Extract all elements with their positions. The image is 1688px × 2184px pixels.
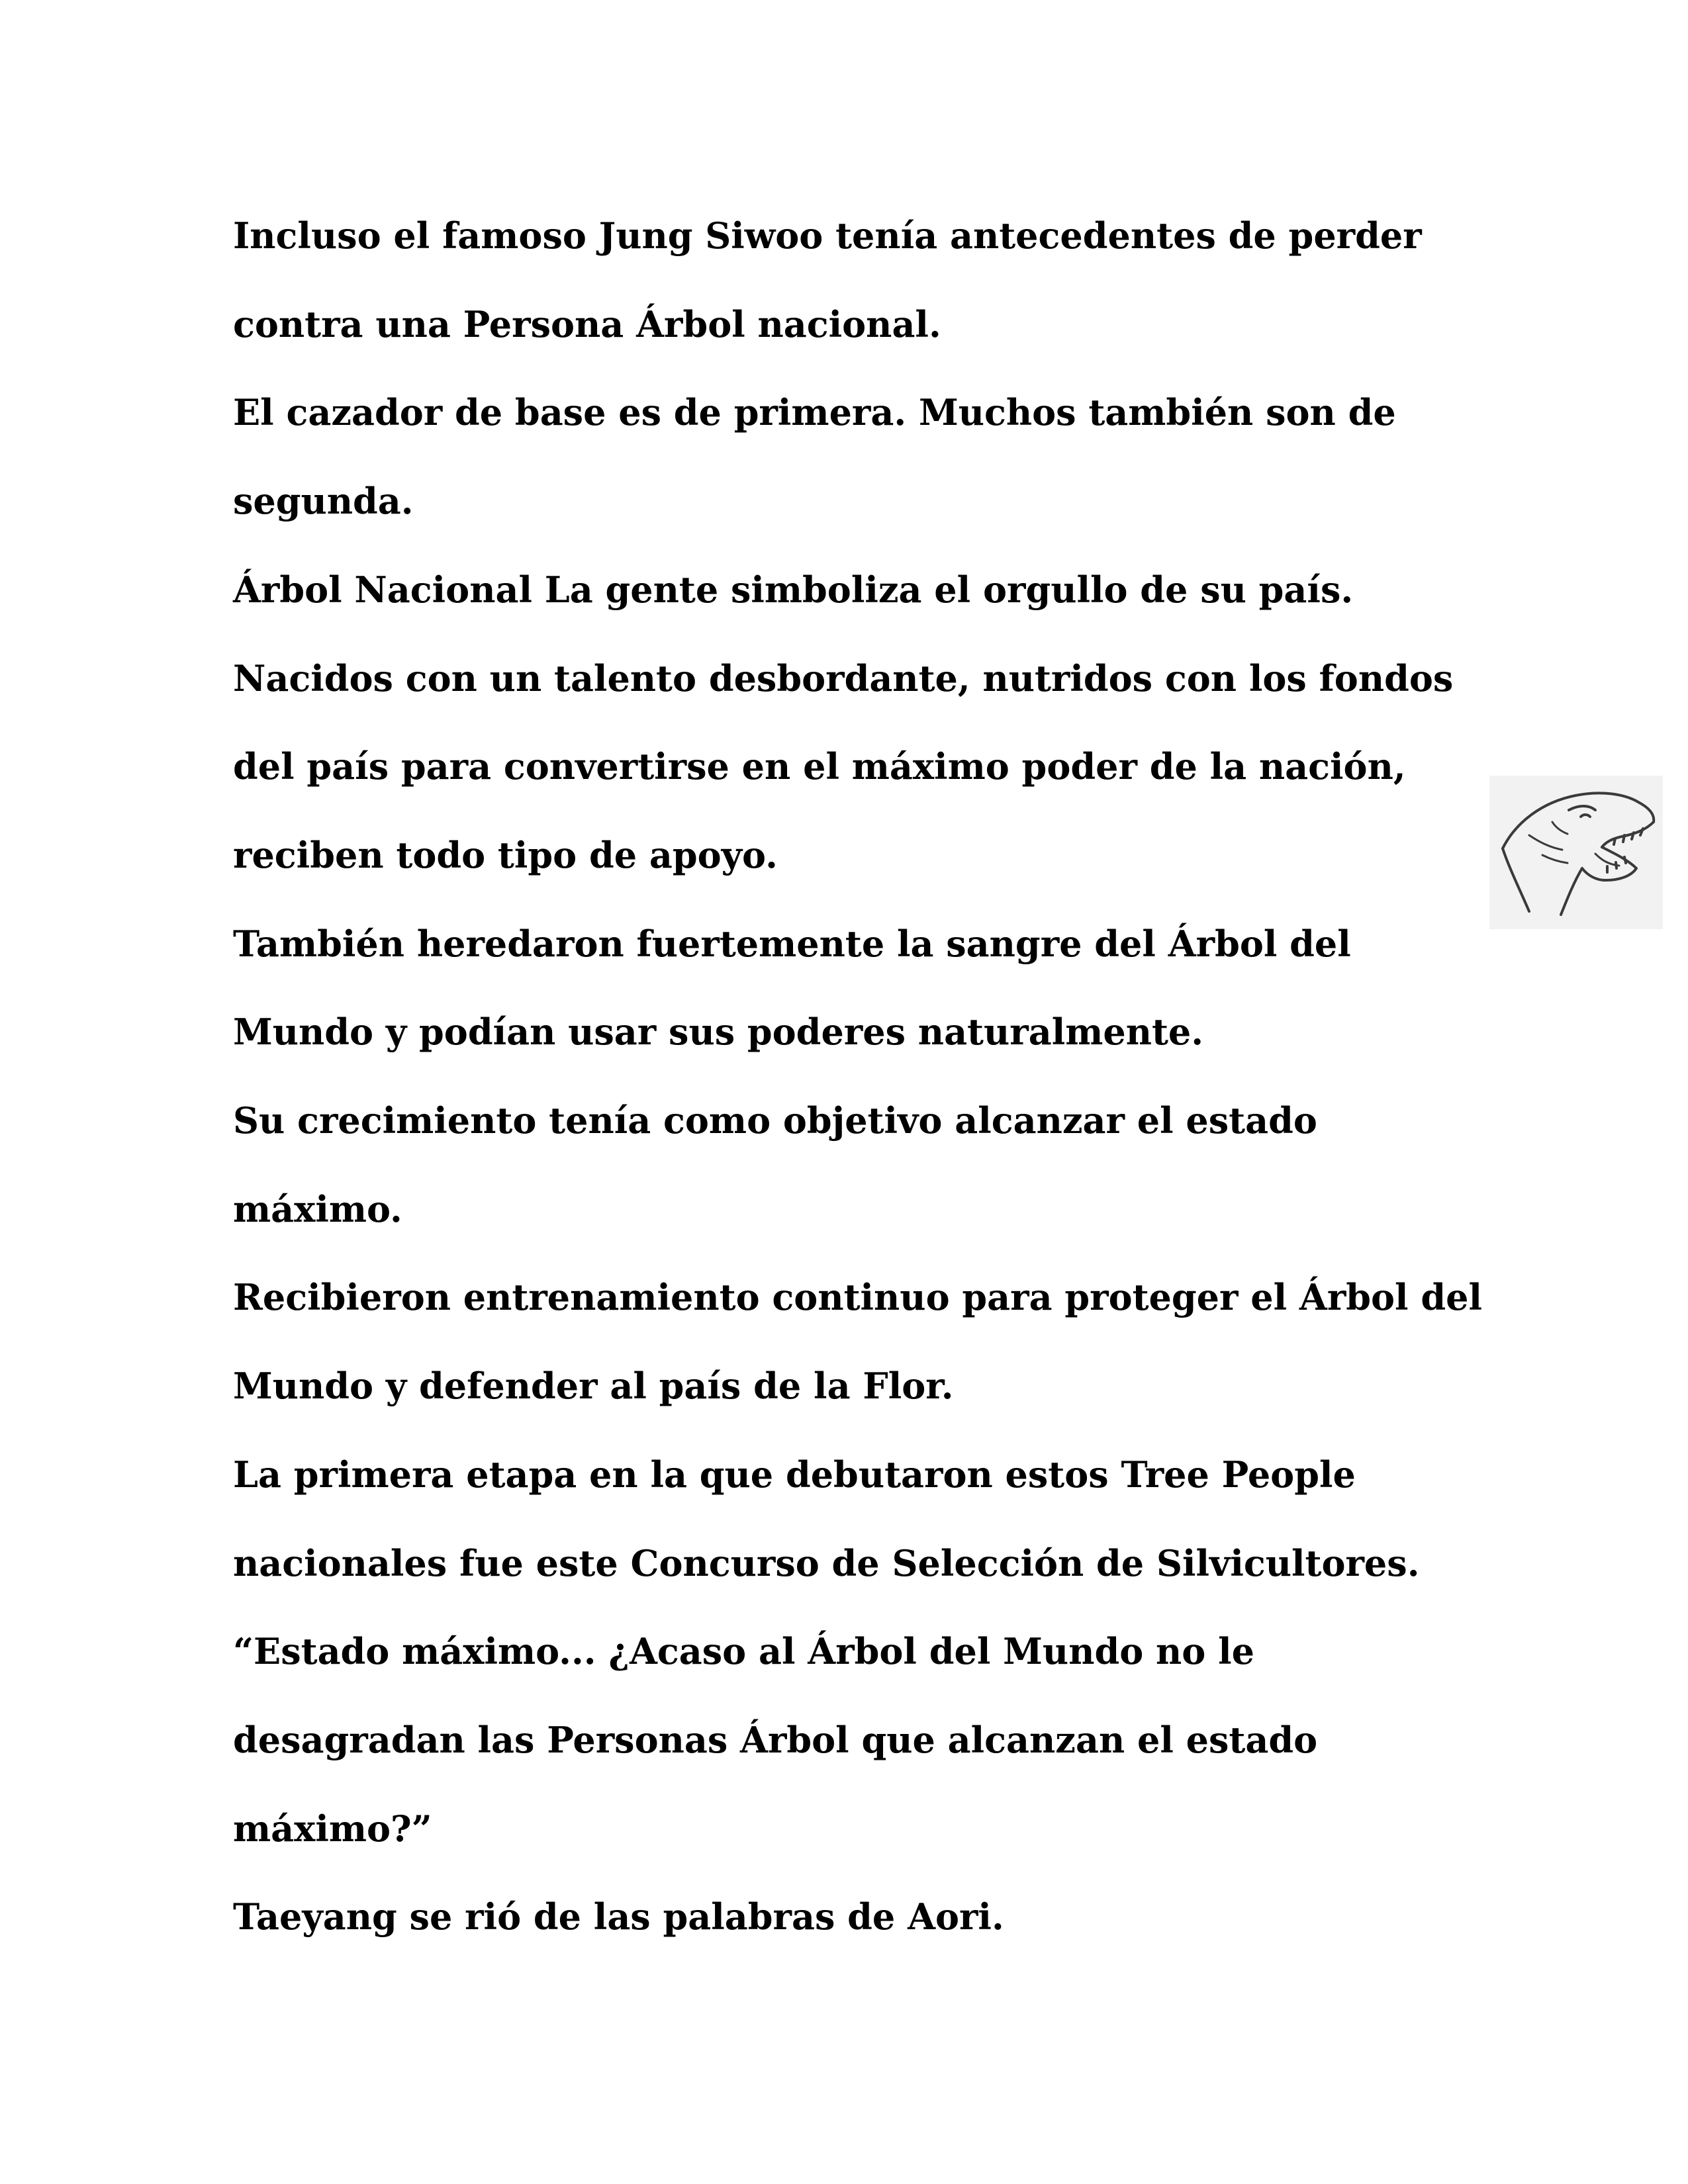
text-line: máximo. — [233, 1187, 402, 1230]
text-line: También heredaron fuertemente la sangre del Árbol del — [233, 922, 1351, 965]
text-line: “Estado máximo... ¿Acaso al Árbol del Mundo no le — [233, 1630, 1254, 1673]
text-line: contra una Persona Árbol nacional. — [233, 302, 941, 345]
text-line: Nacidos con un talento desbordante, nutridos con los fondos — [233, 657, 1454, 700]
text-line: Mundo y podían usar sus poderes naturalmente. — [233, 1011, 1204, 1054]
text-line: Árbol Nacional La gente simboliza el orgullo de su país. — [233, 568, 1354, 611]
text-line: La primera etapa en la que debutaron estos Tree People — [233, 1453, 1356, 1496]
dinosaur-head-sketch-icon — [1489, 776, 1663, 929]
text-line: reciben todo tipo de apoyo. — [233, 833, 778, 876]
text-line: Recibieron entrenamiento continuo para proteger el Árbol del — [233, 1276, 1482, 1319]
text-line: Mundo y defender al país de la Flor. — [233, 1365, 954, 1408]
text-line: del país para convertirse en el máximo poder de la nación, — [233, 745, 1406, 788]
body-text — [233, 192, 1530, 1962]
text-line: Su crecimiento tenía como objetivo alcanzar el estado — [233, 1099, 1317, 1142]
text-line: máximo?” — [233, 1807, 432, 1850]
text-line: desagradan las Personas Árbol que alcanzan el estado — [233, 1718, 1318, 1761]
text-line: Incluso el famoso Jung Siwoo tenía antecedentes de perder — [233, 214, 1422, 257]
text-line: Taeyang se rió de las palabras de Aori. — [233, 1895, 1004, 1938]
text-line: nacionales fue este Concurso de Selección de Silvicultores. — [233, 1541, 1420, 1584]
text-line: segunda. — [233, 480, 414, 523]
text-line: El cazador de base es de primera. Muchos también son de — [233, 391, 1396, 434]
